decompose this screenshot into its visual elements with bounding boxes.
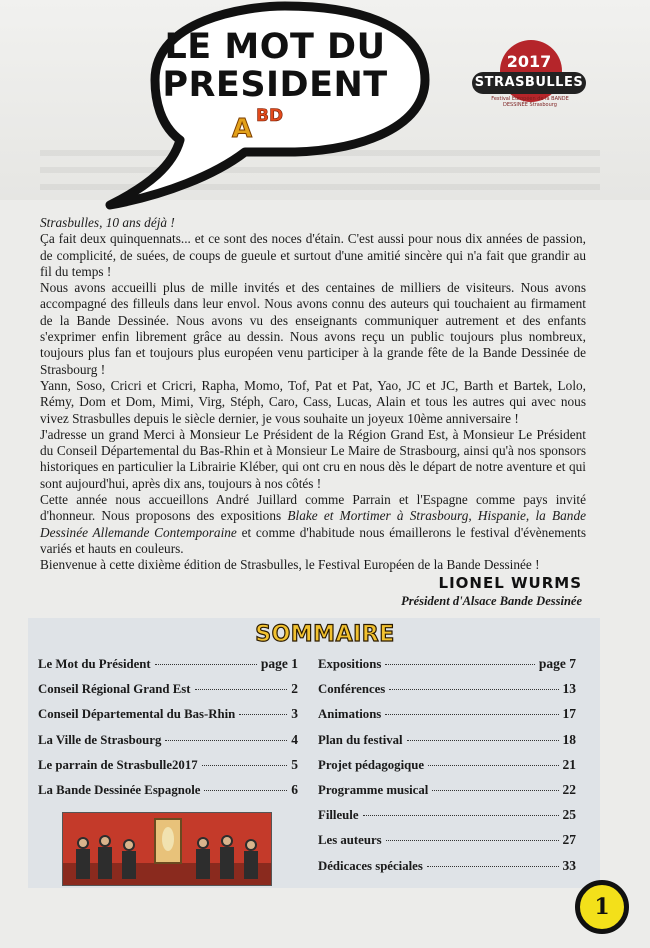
toc-left-column <box>38 656 298 807</box>
logo-subtitle: Festival Européen de la BANDE DESSINÉE Strasbourg <box>491 96 569 108</box>
toc-label: Filleule <box>318 808 359 823</box>
toc-row[interactable] <box>318 832 576 857</box>
toc-leader <box>428 765 558 766</box>
comic-illustration <box>62 812 272 886</box>
toc-page: 2 <box>291 681 298 697</box>
abd-logo-bd: BD <box>256 106 284 126</box>
toc-leader <box>407 740 559 741</box>
toc-label: Les auteurs <box>318 833 382 848</box>
toc-page: 18 <box>562 731 576 747</box>
toc-label: Expositions <box>318 657 382 671</box>
toc-page: 5 <box>291 756 298 772</box>
toc-label: Plan du festival <box>318 732 403 747</box>
toc-leader <box>239 714 287 715</box>
toc-row[interactable] <box>318 706 576 731</box>
letter-paragraph: Yann, Soso, Cricri et Cricri, Rapha, Momo, Tof, Pat et Pat, Yao, JC et JC, Barth et Bartek, Lolo, Rémy, Dom et Dom, Mimi, Virg, Stéph, Caro, Cass, Lucas, Alain et tous les autres qui avec nous vivez Strasbulles depuis le siècle dernier, je vous souhaite un joyeux 10ème anniversaire ! <box>40 377 586 426</box>
toc-page: 21 <box>562 756 576 772</box>
toc-page: 27 <box>562 832 576 848</box>
toc-leader <box>389 689 558 690</box>
toc-leader <box>202 765 288 766</box>
illustration-art <box>63 813 271 885</box>
toc-row[interactable] <box>318 681 576 706</box>
toc-leader <box>385 714 558 715</box>
page-number-badge: 1 <box>575 880 629 934</box>
toc-row[interactable] <box>38 732 298 757</box>
toc-leader <box>432 790 558 791</box>
toc-leader <box>165 740 287 741</box>
toc-leader <box>386 840 559 841</box>
toc-label: Animations <box>318 707 382 722</box>
toc-row[interactable] <box>318 807 576 832</box>
toc-page: 33 <box>562 857 576 873</box>
toc-row[interactable] <box>38 681 298 706</box>
toc-label: La Bande Dessinée Espagnole <box>38 782 201 797</box>
toc-row[interactable] <box>38 782 298 807</box>
toc-label: Conseil Départemental du Bas-Rhin <box>38 707 236 722</box>
toc-label: La Ville de Strasbourg <box>38 732 162 747</box>
toc-page: 3 <box>291 706 298 722</box>
toc-page: 25 <box>562 807 576 823</box>
strasbulles-logo <box>470 40 588 120</box>
abd-logo-a: A <box>232 114 253 144</box>
text-run: Cette année nous accueillons André Juillard comme Parrain et l'Espagne comme pays invité d'honneur. Nous proposons des expositions <box>40 492 586 524</box>
signature-name: LIONEL WURMS <box>438 574 582 592</box>
logo-name: STRASBULLES <box>472 72 586 94</box>
exhibition-titles: Blake et Mortimer à Strasbourg, Hispanie, la Bande Dessinée Allemande Contemporaine <box>40 508 587 540</box>
toc-label: Projet pédagogique <box>318 757 425 772</box>
toc-row[interactable] <box>318 757 576 782</box>
toc-page: 13 <box>562 681 576 697</box>
toc-page: 6 <box>291 781 298 797</box>
letter-paragraph: J'adresse un grand Merci à Monsieur Le Président de la Région Grand Est, à Monsieur Le Président du Conseil Départemental du Bas-Rhin et à Monsieur Le Maire de Strasbourg, ainsi qu'à nos sponsors historiques en particulier la Librairie Kléber, qui ont cru en nous dès le départ de notre aventure et qui sont aujourd'hui, après dix ans, toujours à nos côtés ! <box>40 426 586 491</box>
page-title <box>140 28 410 104</box>
toc-label: Conférences <box>318 682 386 697</box>
title-line-2: PRESIDENT <box>162 65 388 105</box>
sommaire-title: SOMMAIRE <box>255 622 395 647</box>
signature-role: Président d'Alsace Bande Dessinée <box>401 594 582 608</box>
text-run: et comme d'habitude nous émaillerons le festival d'évènements variés et hauts en couleurs. <box>40 524 586 556</box>
letter-closing: Bienvenue à cette dixième édition de Strasbulles, le Festival Européen de la Bande Dessinée ! <box>40 557 540 573</box>
toc-row[interactable] <box>318 656 576 681</box>
toc-page: page 1 <box>260 656 298 671</box>
toc-label: Dédicaces spéciales <box>318 858 423 873</box>
signature <box>360 573 582 609</box>
logo-year: 2017 <box>506 52 552 71</box>
title-line-1: LE MOT DU <box>164 27 386 67</box>
toc-row[interactable] <box>318 782 576 807</box>
toc-label: Programme musical <box>318 782 429 797</box>
toc-row[interactable] <box>318 858 576 883</box>
toc-leader <box>427 866 559 867</box>
letter-intro: Strasbulles, 10 ans déjà ! <box>40 215 175 230</box>
toc-leader <box>155 664 257 665</box>
toc-right-column <box>318 656 576 883</box>
president-letter <box>40 215 586 574</box>
toc-row[interactable] <box>318 732 576 757</box>
toc-leader <box>363 815 559 816</box>
toc-page: page 7 <box>538 656 576 671</box>
toc-label: Le Mot du Président <box>38 657 151 671</box>
toc-page: 17 <box>562 706 576 722</box>
toc-row[interactable] <box>38 656 298 681</box>
toc-row[interactable] <box>38 706 298 731</box>
letter-paragraph: Nous avons accueilli plus de mille invités et des centaines de milliers de visiteurs. Nous avons accompagné des filleuls dans leur envol. Nous avons connu des auteurs qui touchaient au firmament de la Bande Dessinée. Nous avons vu des enseignants communiquer autrement et des enfants s'exprimer enfin librement grâce au dessin. Nous avons reçu un public toujours plus nombreux, toujours plus fan et toujours plus européen venu participer à la grande fête de la Bande Dessinée de Strasbourg ! <box>40 280 586 377</box>
toc-leader <box>385 664 535 665</box>
toc-page: 22 <box>562 781 576 797</box>
toc-row[interactable] <box>38 757 298 782</box>
toc-leader <box>195 689 288 690</box>
toc-label: Le parrain de Strasbulle2017 <box>38 757 198 772</box>
letter-paragraph: Ça fait deux quinquennats... et ce sont des noces d'étain. C'est aussi pour nous dix années de passion, de complicité, de suées, de coups de gueule et surtout d'une amitié sincère qui n'a fait que grandir au fil du temps ! <box>40 231 586 279</box>
toc-page: 4 <box>291 731 298 747</box>
toc-leader <box>204 790 287 791</box>
toc-label: Conseil Régional Grand Est <box>38 682 191 697</box>
letter-paragraph <box>40 492 586 557</box>
